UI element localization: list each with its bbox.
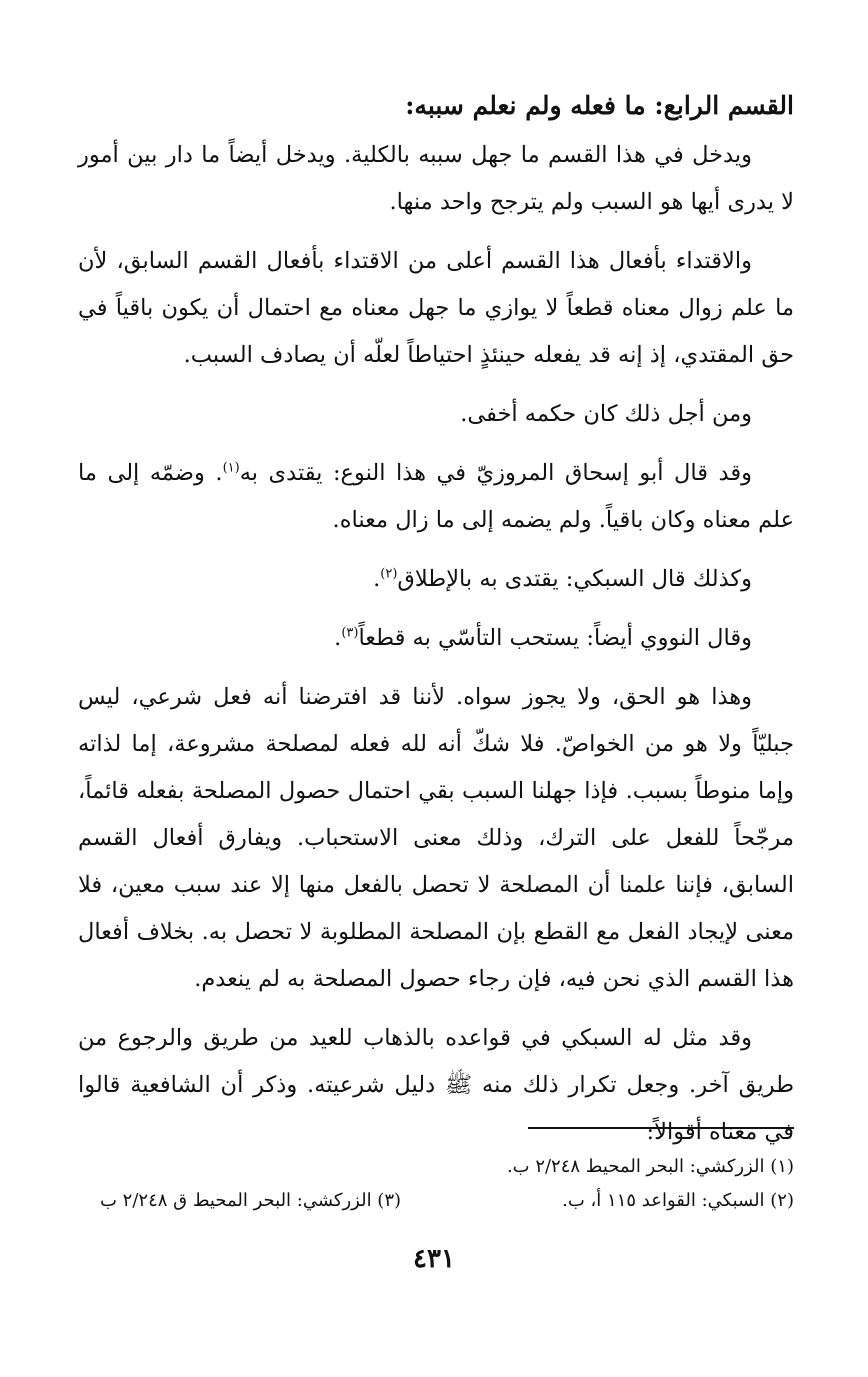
- paragraph-subki: [78, 556, 794, 603]
- footnote-ref-1[interactable]: (١): [222, 460, 240, 476]
- section-heading: القسم الرابع: ما فعله ولم نعلم سببه:: [405, 91, 794, 120]
- page-body: [78, 86, 794, 1168]
- footnote-row-2: [100, 1184, 794, 1218]
- paragraph-3: ومن أجل ذلك كان حكمه أخفى.: [460, 401, 752, 427]
- paragraph-subki-before: وكذلك قال السبكي: يقتدى به بالإطلاق: [397, 566, 752, 592]
- footnote-divider: [528, 1127, 794, 1129]
- paragraph-isaq-before: وقد قال أبو إسحاق المروزيّ في هذا النوع: يقتدى به: [239, 460, 752, 486]
- footnotes: [100, 1150, 794, 1218]
- paragraph-nawawi: [78, 615, 794, 662]
- footnote-2: (٢) السبكي: القواعد ١١٥ أ، ب.: [562, 1190, 794, 1211]
- paragraph-1: ويدخل في هذا القسم ما جهل سببه بالكلية. ويدخل أيضاً ما دار بين أمور لا يدرى أيها هو السبب ولم يترجح واحد منها.: [78, 142, 794, 215]
- paragraph-last: وقد مثل له السبكي في قواعده بالذهاب للعيد من طريق والرجوع من طريق آخر. وجعل تكرار ذلك منه ﷺ دليل شرعيته. وذكر أن الشافعية قالوا في معناه أقوالاً:: [78, 1025, 794, 1145]
- paragraph-nawawi-after: .: [334, 625, 342, 651]
- footnote-1: (١) الزركشي: البحر المحيط ٢/٢٤٨ ب.: [506, 1156, 794, 1177]
- paragraph-isaq: [78, 450, 794, 544]
- paragraph-subki-after: .: [373, 566, 381, 592]
- paragraph-long: وهذا هو الحق، ولا يجوز سواه. لأننا قد افترضنا أنه فعل شرعي، ليس جبليّاً ولا هو من الخواصّ. فلا شكّ أنه لله فعله لمصلحة مشروعة، إما لذاته وإما منوطاً بسبب. فإذا جهلنا السبب بقي احتمال حصول المصلحة بفعله قائماً، مرجّحاً للفعل على الترك، وذلك معنى الاستحباب. ويفارق أفعال القسم السابق، فإننا علمنا أن المصلحة لا تحصل بالفعل منها إلا عند سبب معين، فلا معنى لإيجاد الفعل مع القطع بإن المصلحة المطلوبة لا تحصل به. بخلاف أفعال هذا القسم الذي نحن فيه، فإن رجاء حصول المصلحة به لم ينعدم.: [78, 684, 794, 992]
- paragraph-nawawi-before: وقال النووي أيضاً: يستحب التأسّي به قطعاً: [358, 625, 752, 651]
- footnote-3: (٣) الزركشي: البحر المحيط ق ٢/٢٤٨ ب: [100, 1190, 402, 1211]
- footnote-ref-3[interactable]: (٣): [341, 625, 359, 641]
- page-number: ٤٣١: [413, 1244, 455, 1274]
- paragraph-isaq-after: . وضمّه إلى ما علم معناه وكان باقياً. ولم يضمه إلى ما زال معناه.: [78, 460, 794, 533]
- footnote-ref-2[interactable]: (٢): [380, 566, 398, 582]
- paragraph-2: والاقتداء بأفعال هذا القسم أعلى من الاقتداء بأفعال القسم السابق، لأن ما علم زوال معناه قطعاً لا يوازي ما جهل معناه مع احتمال أن يكون باقياً في حق المقتدي، إذ إنه قد يفعله حينئذٍ احتياطاً لعلّه أن يصادف السبب.: [78, 248, 794, 368]
- footnote-row-1: [100, 1150, 794, 1184]
